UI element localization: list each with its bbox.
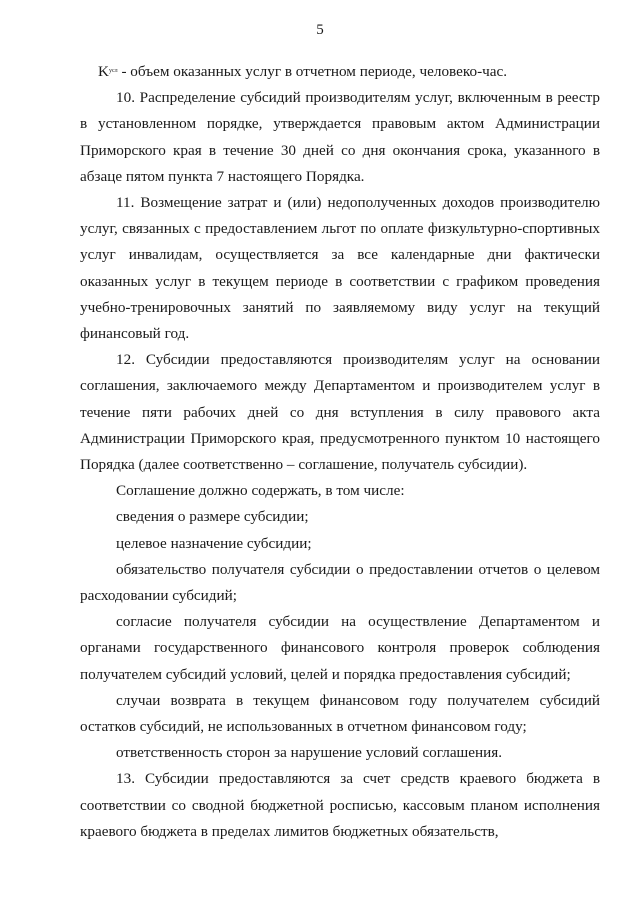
document-body: [80, 58, 600, 845]
paragraph-agreement-item: целевое назначение субсидии;: [116, 534, 312, 552]
paragraph-agreement-item: согласие получателя субсидии на осуществление Департаментом и органами государственного финансового контроля проверок соблюдения получателем субсидий условий, целей и порядка предоставления субсидий;: [80, 613, 600, 683]
paragraph-clause-10: 10. Распределение субсидий производителям услуг, включенным в реестр в установленном порядке, утверждается правовым актом Администрации Приморского края в течение 30 дней со дня окончания срока, указанного в абзаце пятом пункта 7 настоящего Порядка.: [80, 89, 600, 185]
paragraph-agreement-item: сведения о размере субсидии;: [116, 508, 309, 526]
paragraph-clause-11: 11. Возмещение затрат и (или) недополученных доходов производителю услуг, связанных с предоставлением льгот по оплате физкультурно-спортивных услуг инвалидам, осуществляется за все календарные дни фактически оказанных услуг в текущем периоде в соответствии с графиком проведения учебно-тренировочных занятий по заявляемому виду услуг на текущий финансовый год.: [80, 194, 600, 343]
paragraph-agreement-item: обязательство получателя субсидии о предоставлении отчетов о целевом расходовании субсидий;: [80, 560, 600, 605]
paragraph-agreement-item: случаи возврата в текущем финансовом году получателем субсидий остатков субсидий, не использованных в отчетном финансовом году;: [80, 691, 600, 736]
formula-symbol: $K^{усл}$: [98, 63, 118, 80]
paragraph-clause-13: 13. Субсидии предоставляются за счет средств краевого бюджета в соответствии со сводной бюджетной росписью, кассовым планом исполнения краевого бюджета в пределах лимитов бюджетных обязательств,: [80, 770, 600, 840]
paragraph-agreement-item: ответственность сторон за нарушение условий соглашения.: [116, 744, 503, 762]
page-number: 5: [316, 22, 324, 38]
paragraph-variable-definition: $K^{усл}$ - объем оказанных услуг в отчетном периоде, человеко-час.: [98, 63, 508, 80]
paragraph-agreement-intro: Соглашение должно содержать, в том числе:: [116, 482, 405, 500]
paragraph-clause-12: 12. Субсидии предоставляются производителям услуг на основании соглашения, заключаемого между Департаментом и производителем услуг в течение пяти рабочих дней со дня вступления в силу правового акта Администрации Приморского края, предусмотренного пунктом 10 настоящего Порядка (далее соответственно – соглашение, получатель субсидии).: [80, 351, 600, 474]
